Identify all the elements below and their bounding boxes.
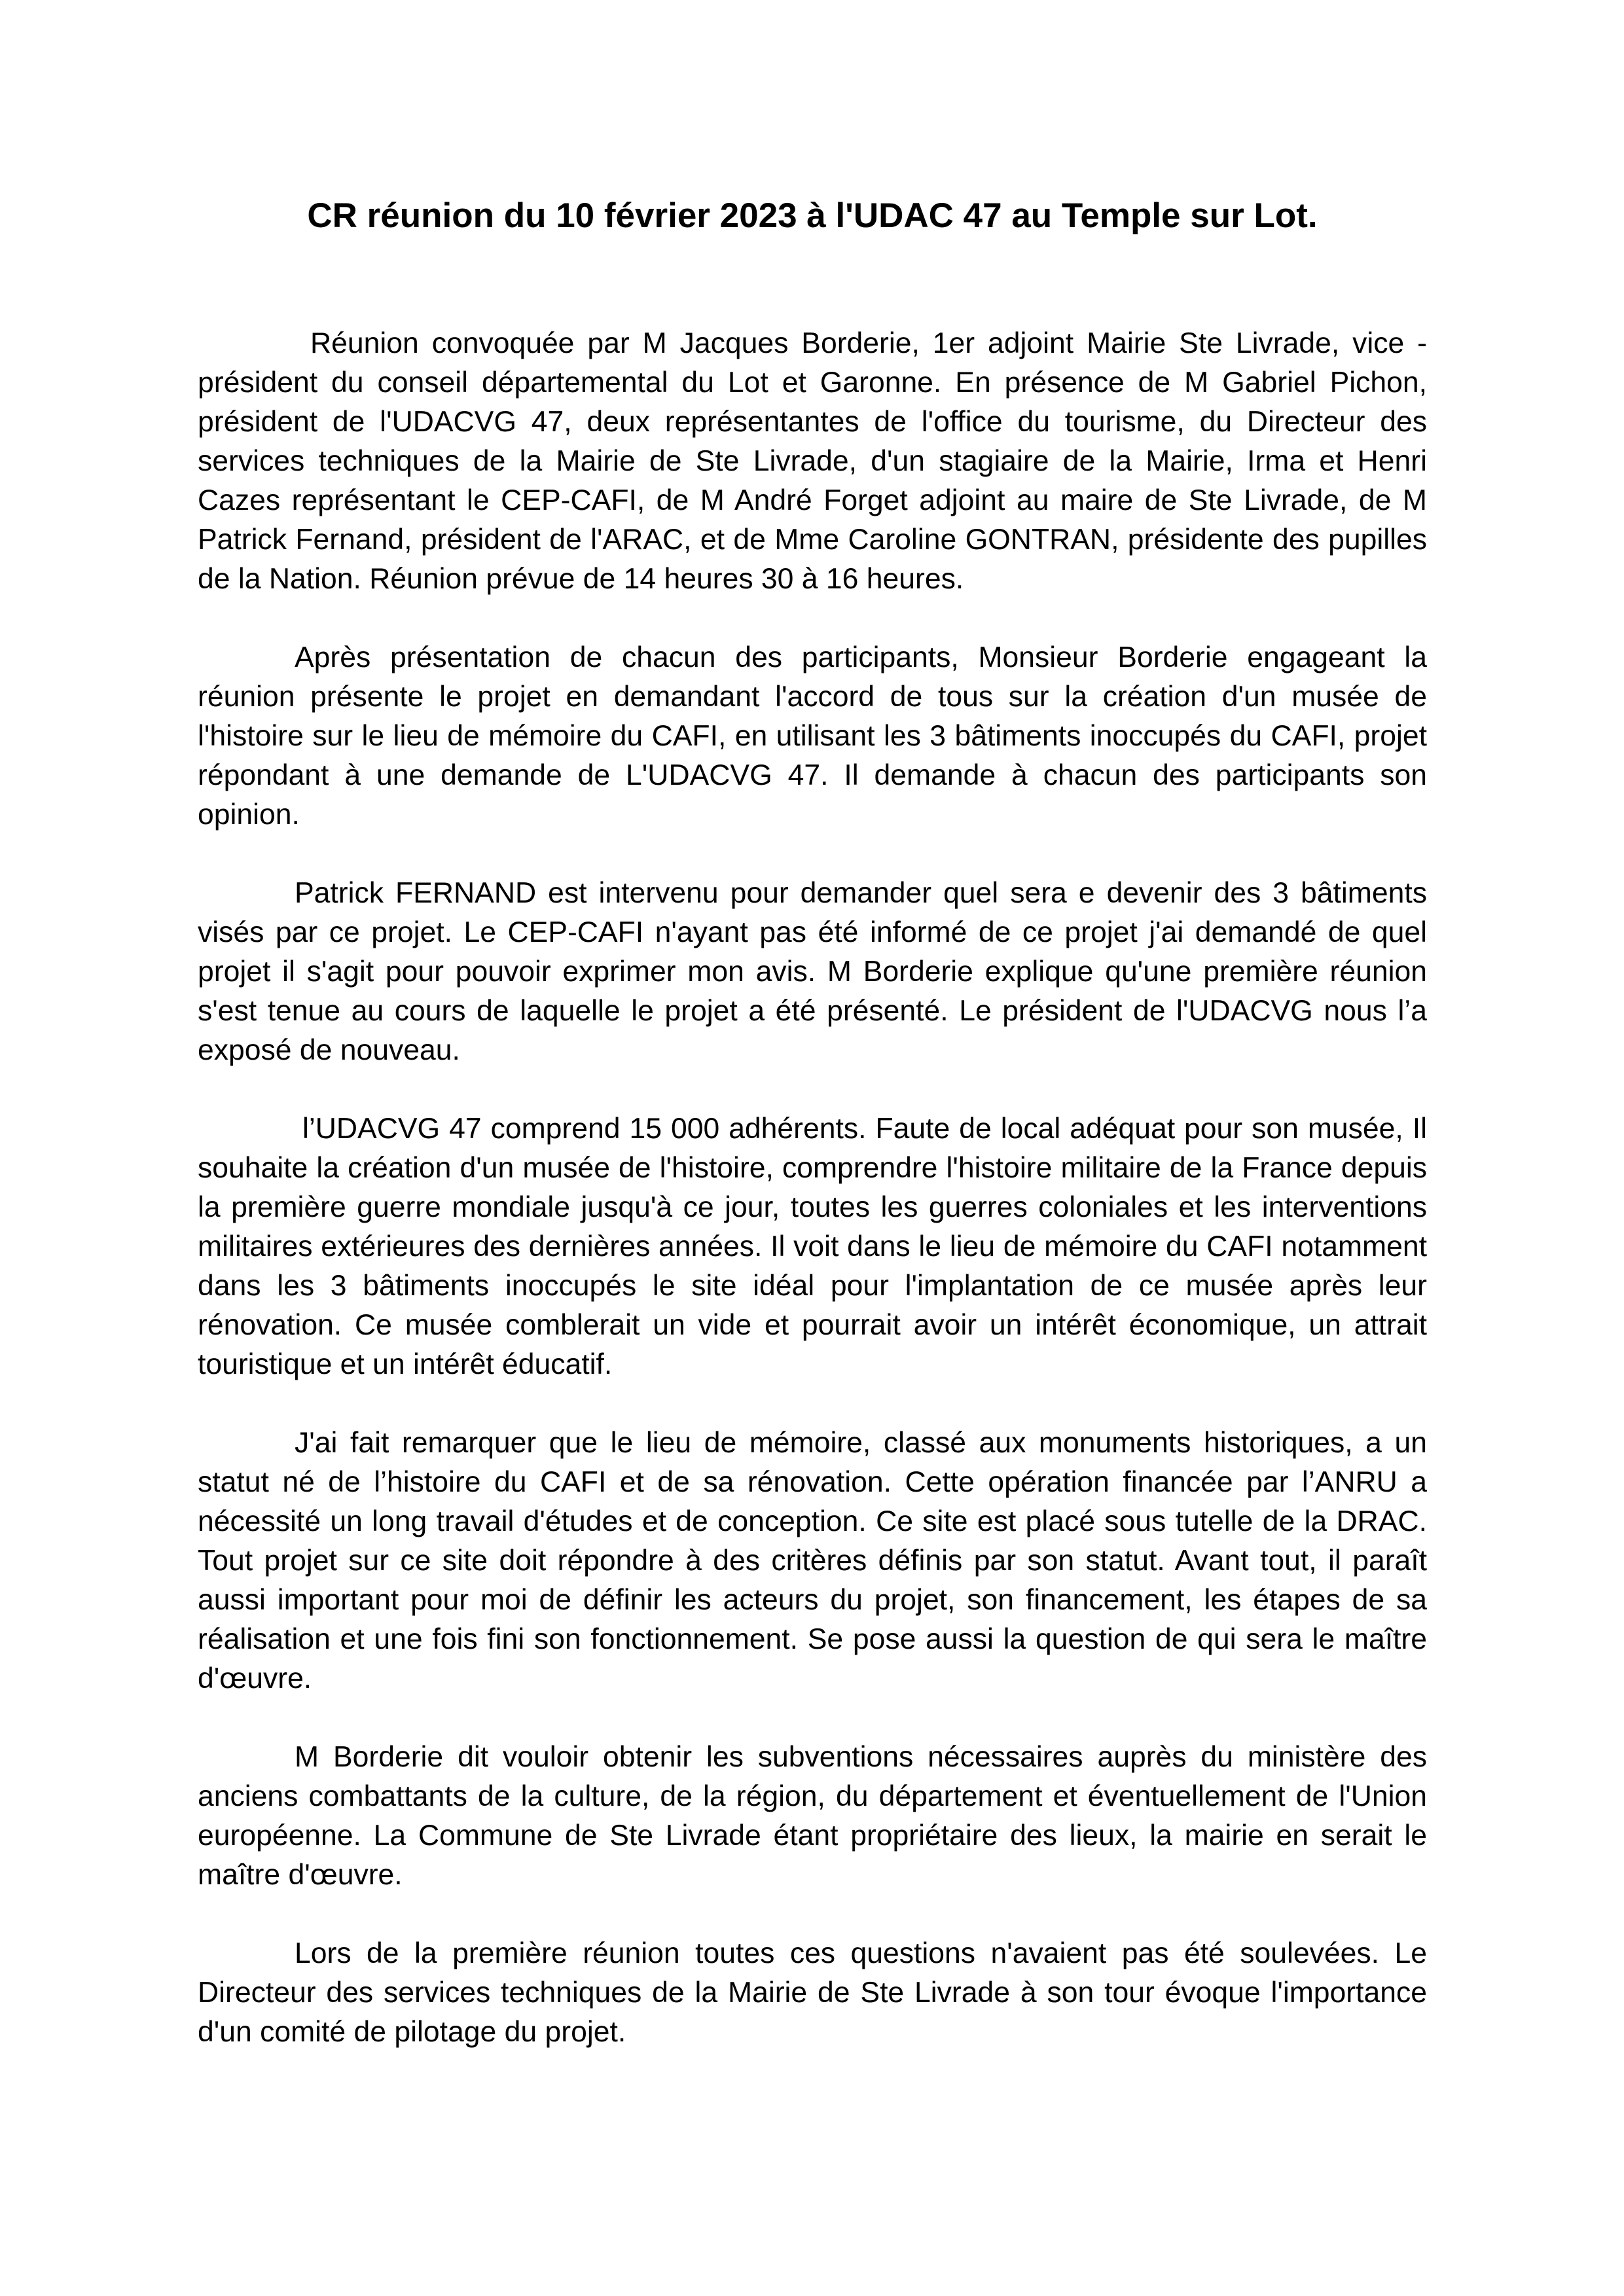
paragraph-udacvg-museum: l’UDACVG 47 comprend 15 000 adhérents. Faute de local adéquat pour son musée, Il souhaite la création d'un musée de l'histoire, comprendre l'histoire militaire de la France depuis la première guerre mondiale jusqu'à ce jour, toutes les guerres coloniales et les interventions militaires extérieures des dernières années. Il voit dans le lieu de mémoire du CAFI notamment dans les 3 bâtiments inoccupés le site idéal pour l'implantation de ce musée après leur rénovation. Ce musée comblerait un vide et pourrait avoir un intérêt économique, un attrait touristique et un intérêt éducatif. <box>198 1113 1427 1380</box>
paragraph-steering-committee: Lors de la première réunion toutes ces questions n'avaient pas été soulevées. Le Directeur des services techniques de la Mairie de Ste Livrade à son tour évoque l'importance d'un comité de pilotage du projet. <box>198 1937 1427 2048</box>
paragraph-site-status: J'ai fait remarquer que le lieu de mémoire, classé aux monuments historiques, a un statut né de l’histoire du CAFI et de sa rénovation. Cette opération financée par l’ANRU a nécessité un long travail d'études et de conception. Ce site est placé sous tutelle de la DRAC. Tout projet sur ce site doit répondre à des critères définis par son statut. Avant tout, il paraît aussi important pour moi de définir les acteurs du projet, son financement, les étapes de sa réalisation et une fois fini son fonctionnement. Se pose aussi la question de qui sera le maître d'œuvre. <box>198 1427 1427 1695</box>
paragraph-project-presentation: Après présentation de chacun des participants, Monsieur Borderie engageant la réunion présente le projet en demandant l'accord de tous sur la création d'un musée de l'histoire sur le lieu de mémoire du CAFI, en utilisant les 3 bâtiments inoccupés du CAFI, projet répondant à une demande de L'UDACVG 47. Il demande à chacun des participants son opinion. <box>198 641 1427 831</box>
paragraph-subsidies: M Borderie dit vouloir obtenir les subventions nécessaires auprès du ministère des anciens combattants de la culture, de la région, du département et éventuellement de l'Union européenne. La Commune de Ste Livrade étant propriétaire des lieux, la mairie en serait le maître d'œuvre. <box>198 1741 1427 1891</box>
paragraph-meeting-attendees: Réunion convoquée par M Jacques Borderie, 1er adjoint Mairie Ste Livrade, vice -président du conseil départemental du Lot et Garonne. En présence de M Gabriel Pichon, président de l'UDACVG 47, deux représentantes de l'office du tourisme, du Directeur des services techniques de la Mairie de Ste Livrade, d'un stagiaire de la Mairie, Irma et Henri Cazes représentant le CEP-CAFI, de M André Forget adjoint au maire de Ste Livrade, de M Patrick Fernand, président de l'ARAC, et de Mme Caroline GONTRAN, présidente des pupilles de la Nation. Réunion prévue de 14 heures 30 à 16 heures. <box>198 327 1427 595</box>
document-title: CR réunion du 10 février 2023 à l'UDAC 47 au Temple sur Lot. <box>307 196 1318 235</box>
paragraph-fernand-intervention: Patrick FERNAND est intervenu pour demander quel sera e devenir des 3 bâtiments visés par ce projet. Le CEP-CAFI n'ayant pas été informé de ce projet j'ai demandé de quel projet il s'agit pour pouvoir exprimer mon avis. M Borderie explique qu'une première réunion s'est tenue au cours de laquelle le projet a été présenté. Le président de l'UDACVG nous l’a exposé de nouveau. <box>198 877 1427 1066</box>
